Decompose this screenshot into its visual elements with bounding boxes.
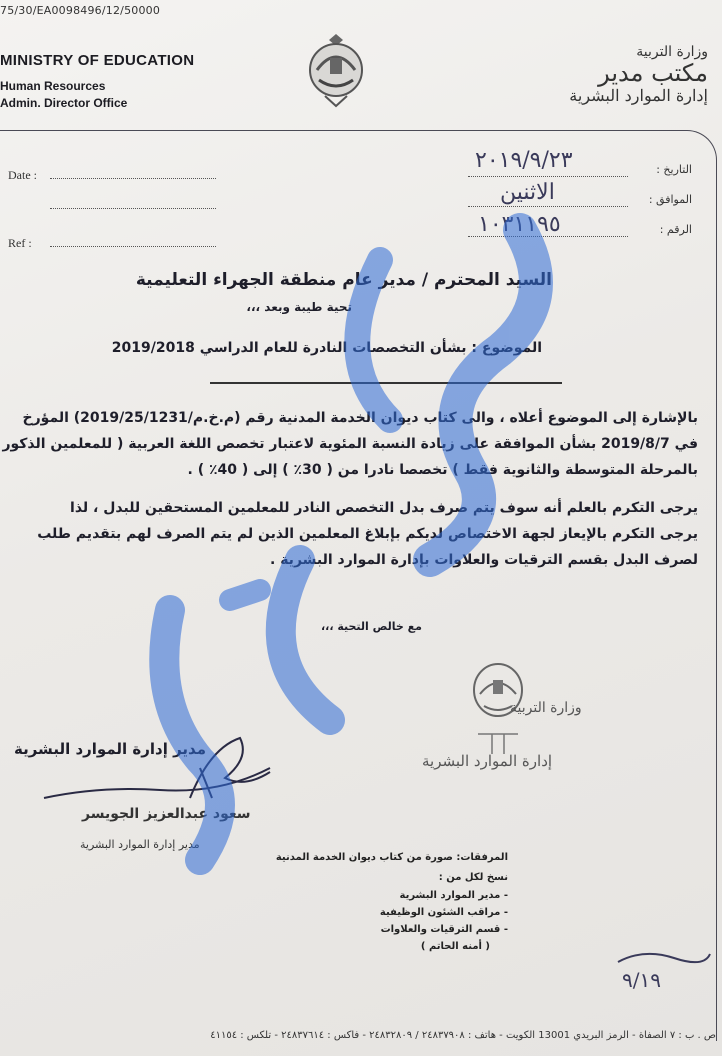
date-line — [50, 178, 216, 179]
copy-recipient: - مدير الموارد البشرية — [399, 890, 508, 901]
ref-label: Ref : — [8, 236, 32, 250]
reference-code: 75/30/EA0098496/12/50000 — [0, 4, 161, 17]
signatory-name: سعود عبدالعزيز الجويسر — [82, 806, 251, 822]
office-name-ar: مكتب مدير — [598, 59, 708, 87]
greeting: تحية طيبة وبعد ،،، — [246, 300, 352, 314]
paragraph-line: يرجى التكرم بالإيعاز لجهة الاختصاص لديكم بإبلاغ المعلمين الذين لم يتم الصرف لهم بتقديم طلب — [37, 526, 698, 542]
office-name: Admin. Director Office — [0, 96, 128, 110]
paragraph-line: بالإشارة إلى الموضوع أعلاه ، والى كتاب ديوان الخدمة المدنية رقم (م.خ.م/2019/25/1231) المؤرخ — [22, 410, 698, 426]
ministry-name-ar: وزارة التربية — [636, 44, 708, 60]
paragraph-line: لصرف البدل بقسم الترقيات والعلاوات بإدارة الموارد البشرية . — [270, 552, 698, 568]
department-name-ar: إدارة الموارد البشرية — [569, 86, 708, 105]
date-label-ar: التاريخ : — [656, 163, 692, 176]
attachment-line: المرفقات: صورة من كتاب ديوان الخدمة المدنية — [275, 852, 508, 863]
date-line-ar — [468, 176, 628, 177]
corresp-label-ar: الموافق : — [648, 193, 692, 206]
date-value: ٢٠١٩/٩/٢٣ — [475, 148, 573, 173]
closing-text: مع خالص التحية ،،، — [320, 620, 422, 633]
copy-recipient: - قسم الترقيات والعلاوات — [380, 924, 508, 935]
day-value: الاثنين — [500, 180, 555, 205]
letter-frame — [0, 130, 717, 1041]
file-keeper: ( أمنه الحاتم ) — [420, 941, 490, 952]
salutation: السيد المحترم / مدير عام منطقة الجهراء التعليمية — [135, 270, 552, 290]
footer-contact: ص . ب : ٧ الصفاة - الرمز البريدي 13001 الكويت - هاتف : ٢٤٨٣٧٩٠٨ / ٢٤٨٣٢٨٠٩ - فاكس : ٢٤٨٣٧٦١٤ - تلكس : ٤١١٥٤ — [210, 1030, 716, 1041]
ref-value: ١٠٣١١٩٥ — [478, 212, 561, 237]
paragraph-line: يرجى التكرم بالعلم أنه سوف يتم صرف بدل التخصص النادر للمعلمين المستحقين للبدل ، لذا — [70, 500, 698, 516]
subject-underline — [210, 382, 562, 384]
copies-heading: نسخ لكل من : — [438, 872, 508, 883]
office-header-ar — [569, 44, 708, 105]
department-name: Human Resources — [0, 79, 106, 93]
signatory-title: مدير إدارة الموارد البشرية — [14, 740, 206, 758]
subject-line: الموضوع : بشأن التخصصات النادرة للعام الدراسي 2019/2018 — [111, 340, 542, 356]
signatory-subtitle: مدير إدارة الموارد البشرية — [80, 838, 200, 851]
date-label: Date : — [8, 168, 37, 182]
stamp-ministry-right: وزارة التربية — [510, 700, 582, 716]
ministry-name: MINISTRY OF EDUCATION — [0, 52, 195, 69]
kuwait-emblem-icon — [305, 30, 367, 110]
signature-scribble — [40, 728, 280, 808]
ministry-header-en — [0, 52, 194, 110]
copy-recipient: - مراقب الشئون الوظيفية — [379, 907, 508, 918]
paragraph-line: في 2019/8/7 بشأن الموافقة على زيادة النسبة المئوية لاعتبار تخصص اللغة العربية ( للمعلمين الذكور — [2, 436, 698, 452]
ref-label-ar: الرقم : — [659, 223, 692, 236]
ref-line — [50, 246, 216, 247]
stamp-department: إدارة الموارد البشرية — [422, 752, 553, 770]
blank-line — [50, 208, 216, 209]
paragraph-line: بالمرحلة المتوسطة والثانوية فقط ) تخصصا نادرا من ( 30٪ ) إلى ( 40٪ ) . — [187, 462, 698, 478]
initials-date: ٩/١٩ — [622, 968, 661, 992]
corresp-line-ar — [468, 206, 628, 207]
